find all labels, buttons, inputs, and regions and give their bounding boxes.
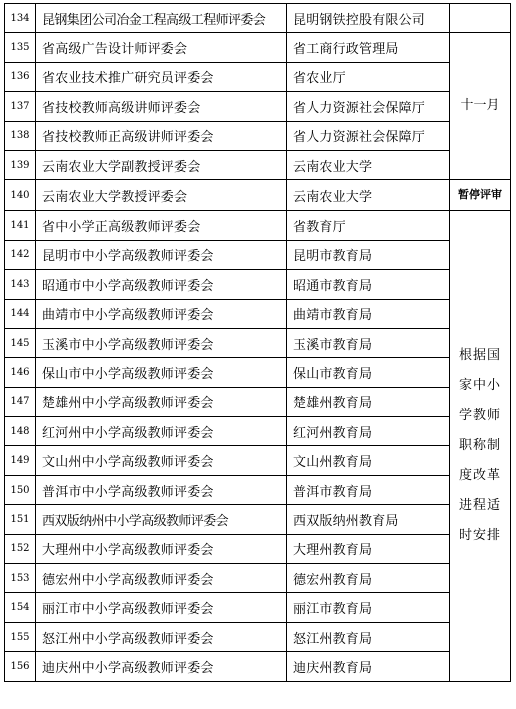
committee-name: 昆明市中小学高级教师评委会 xyxy=(36,240,287,269)
table-row xyxy=(5,475,511,504)
table-row xyxy=(5,387,511,416)
time-cell-reform-text: 根据国家中小学教师职称制度改革进程适时安排 xyxy=(458,347,501,543)
table-row xyxy=(5,593,511,622)
committee-name: 省农业技术推广研究员评委会 xyxy=(36,62,287,91)
table-row xyxy=(5,358,511,387)
committee-name: 玉溪市中小学高级教师评委会 xyxy=(36,328,287,357)
table-row xyxy=(5,270,511,299)
organizing-unit: 昆明钢铁控股有限公司 xyxy=(287,4,450,33)
table-row xyxy=(5,328,511,357)
committee-name: 保山市中小学高级教师评委会 xyxy=(36,358,287,387)
row-number: 156 xyxy=(5,652,36,681)
row-number: 142 xyxy=(5,240,36,269)
organizing-unit: 怒江州教育局 xyxy=(287,622,450,651)
table-row xyxy=(5,417,511,446)
organizing-unit: 玉溪市教育局 xyxy=(287,328,450,357)
organizing-unit: 昆明市教育局 xyxy=(287,240,450,269)
table-row xyxy=(5,299,511,328)
table-row xyxy=(5,92,511,121)
row-number: 144 xyxy=(5,299,36,328)
committee-name: 西双版纳州中小学高级教师评委会 xyxy=(36,505,287,534)
table-row xyxy=(5,4,511,33)
row-number: 137 xyxy=(5,92,36,121)
committee-name: 文山州中小学高级教师评委会 xyxy=(36,446,287,475)
row-number: 140 xyxy=(5,180,36,211)
committee-name: 大理州中小学高级教师评委会 xyxy=(36,534,287,563)
committee-name: 省高级广告设计师评委会 xyxy=(36,33,287,62)
organizing-unit: 大理州教育局 xyxy=(287,534,450,563)
row-number: 151 xyxy=(5,505,36,534)
committee-name: 云南农业大学副教授评委会 xyxy=(36,150,287,179)
row-number: 150 xyxy=(5,475,36,504)
row-number: 154 xyxy=(5,593,36,622)
organizing-unit: 红河州教育局 xyxy=(287,417,450,446)
row-number: 149 xyxy=(5,446,36,475)
committee-table xyxy=(4,3,511,682)
row-number: 145 xyxy=(5,328,36,357)
organizing-unit: 普洱市教育局 xyxy=(287,475,450,504)
organizing-unit: 楚雄州教育局 xyxy=(287,387,450,416)
row-number: 152 xyxy=(5,534,36,563)
committee-name: 昆钢集团公司冶金工程高级工程师评委会 xyxy=(36,4,287,33)
row-number: 153 xyxy=(5,564,36,593)
committee-name: 怒江州中小学高级教师评委会 xyxy=(36,622,287,651)
committee-name: 普洱市中小学高级教师评委会 xyxy=(36,475,287,504)
row-number: 155 xyxy=(5,622,36,651)
committee-name: 云南农业大学教授评委会 xyxy=(36,180,287,211)
organizing-unit: 曲靖市教育局 xyxy=(287,299,450,328)
table-row xyxy=(5,33,511,62)
row-number: 141 xyxy=(5,211,36,240)
committee-name: 迪庆州中小学高级教师评委会 xyxy=(36,652,287,681)
row-number: 136 xyxy=(5,62,36,91)
organizing-unit: 昭通市教育局 xyxy=(287,270,450,299)
committee-name: 省技校教师高级讲师评委会 xyxy=(36,92,287,121)
organizing-unit: 文山州教育局 xyxy=(287,446,450,475)
organizing-unit: 西双版纳州教育局 xyxy=(287,505,450,534)
table-row xyxy=(5,240,511,269)
time-cell-suspended: 暂停评审 xyxy=(450,180,511,211)
row-number: 138 xyxy=(5,121,36,150)
table-row xyxy=(5,564,511,593)
committee-name: 省技校教师正高级讲师评委会 xyxy=(36,121,287,150)
committee-name: 省中小学正高级教师评委会 xyxy=(36,211,287,240)
committee-name: 昭通市中小学高级教师评委会 xyxy=(36,270,287,299)
row-number: 139 xyxy=(5,150,36,179)
table-row xyxy=(5,62,511,91)
table-row xyxy=(5,150,511,179)
table-row xyxy=(5,211,511,240)
time-cell-reform xyxy=(450,211,511,681)
committee-name: 楚雄州中小学高级教师评委会 xyxy=(36,387,287,416)
row-number: 147 xyxy=(5,387,36,416)
committee-name: 红河州中小学高级教师评委会 xyxy=(36,417,287,446)
table-row xyxy=(5,622,511,651)
organizing-unit: 省农业厅 xyxy=(287,62,450,91)
row-number: 143 xyxy=(5,270,36,299)
table-row xyxy=(5,534,511,563)
committee-name: 丽江市中小学高级教师评委会 xyxy=(36,593,287,622)
organizing-unit: 迪庆州教育局 xyxy=(287,652,450,681)
table-row xyxy=(5,121,511,150)
organizing-unit: 保山市教育局 xyxy=(287,358,450,387)
table-row xyxy=(5,180,511,211)
organizing-unit: 省教育厅 xyxy=(287,211,450,240)
time-cell-november: 十一月 xyxy=(450,33,511,180)
time-cell-empty xyxy=(450,4,511,33)
organizing-unit: 德宏州教育局 xyxy=(287,564,450,593)
row-number: 135 xyxy=(5,33,36,62)
organizing-unit: 云南农业大学 xyxy=(287,180,450,211)
organizing-unit: 省人力资源社会保障厅 xyxy=(287,92,450,121)
organizing-unit: 丽江市教育局 xyxy=(287,593,450,622)
organizing-unit: 省人力资源社会保障厅 xyxy=(287,121,450,150)
table-row xyxy=(5,652,511,681)
organizing-unit: 云南农业大学 xyxy=(287,150,450,179)
committee-name: 德宏州中小学高级教师评委会 xyxy=(36,564,287,593)
row-number: 148 xyxy=(5,417,36,446)
row-number: 134 xyxy=(5,4,36,33)
row-number: 146 xyxy=(5,358,36,387)
committee-name: 曲靖市中小学高级教师评委会 xyxy=(36,299,287,328)
table-row xyxy=(5,446,511,475)
table-row xyxy=(5,505,511,534)
organizing-unit: 省工商行政管理局 xyxy=(287,33,450,62)
